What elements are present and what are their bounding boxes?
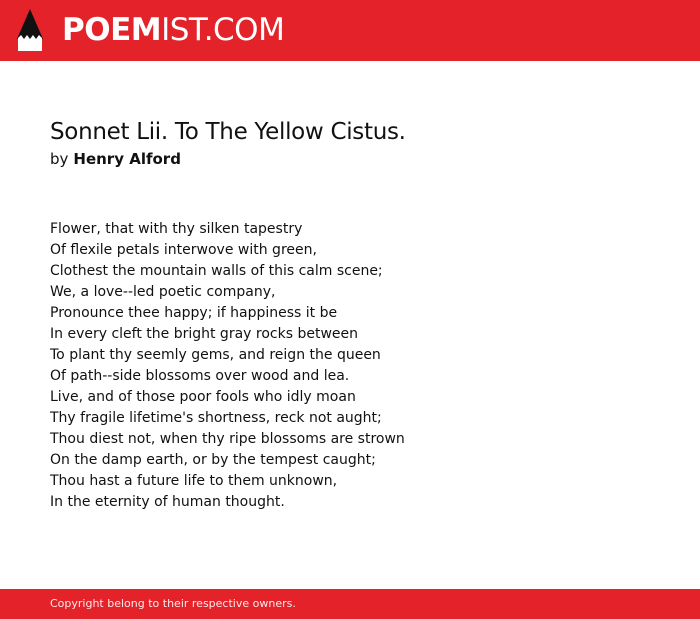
- logo-text-light: IST.COM: [161, 12, 285, 48]
- poem-line: Of flexile petals interwove with green,: [50, 242, 317, 258]
- poem-line: On the damp earth, or by the tempest caught;: [50, 452, 376, 468]
- author-name: Henry Alford: [73, 150, 181, 168]
- logo-text-strong: POEM: [62, 12, 162, 48]
- poem-line: In every cleft the bright gray rocks between: [50, 326, 358, 342]
- poem-line: We, a love--led poetic company,: [50, 284, 276, 300]
- poem-line: Clothest the mountain walls of this calm scene;: [50, 263, 383, 279]
- poem-line: Flower, that with thy silken tapestry: [50, 221, 303, 237]
- poem-line: Live, and of those poor fools who idly moan: [50, 389, 356, 405]
- poem-line: Thy fragile lifetime's shortness, reck not aught;: [50, 410, 382, 426]
- poem-line: Thou diest not, when thy ripe blossoms are strown: [50, 431, 405, 447]
- poem-line: In the eternity of human thought.: [50, 494, 285, 510]
- site-logo[interactable]: [62, 10, 284, 50]
- copyright-notice: Copyright belong to their respective owners.: [50, 597, 296, 610]
- poem-line: Pronounce thee happy; if happiness it be: [50, 305, 338, 321]
- site-header: [0, 0, 700, 61]
- site-footer: [0, 589, 700, 619]
- poem-line: Of path--side blossoms over wood and lea.: [50, 368, 350, 384]
- pencil-tip-icon: [17, 9, 43, 51]
- poem-title: Sonnet Lii. To The Yellow Cistus.: [50, 119, 406, 145]
- poem-body: [50, 219, 405, 513]
- poem-line: To plant thy seemly gems, and reign the queen: [50, 347, 381, 363]
- poem-line: Thou hast a future life to them unknown,: [50, 473, 338, 489]
- byline: [50, 149, 181, 169]
- by-label: by: [50, 150, 69, 168]
